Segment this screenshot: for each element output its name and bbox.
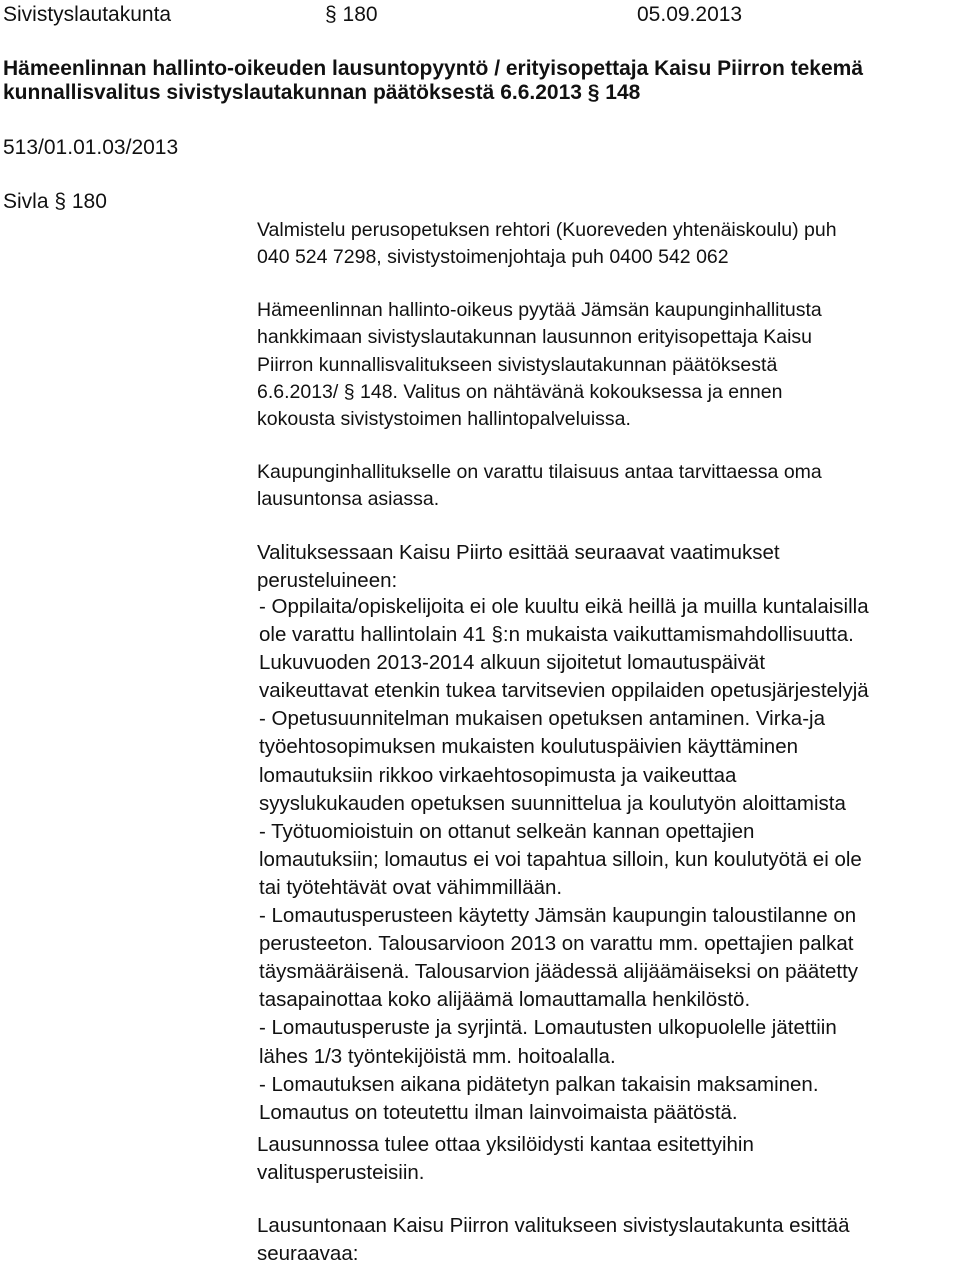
city-board-line: Kaupunginhallitukselle on varattu tilaisuus antaa tarvittaessa oma bbox=[257, 461, 822, 483]
document-title-line-1: Hämeenlinnan hallinto-oikeuden lausuntopyyntö / erityisopettaja Kaisu Piirron tekemä bbox=[3, 57, 864, 80]
appeal-point-line: perusteeton. Talousarvioon 2013 on varattu mm. opettajien palkat bbox=[259, 932, 854, 956]
request-paragraph bbox=[257, 297, 957, 433]
statement-note-line: Lausunnossa tulee ottaa yksilöidysti kantaa esitettyihin bbox=[257, 1133, 754, 1156]
appeal-point-line: - Opetusuunnitelman mukaisen opetuksen antaminen. Virka-ja bbox=[259, 707, 825, 731]
proposal-line: Lausuntonaan Kaisu Piirron valitukseen sivistyslautakunta esittää bbox=[257, 1214, 850, 1237]
appeal-intro bbox=[257, 539, 957, 595]
preparation-line: 040 524 7298, sivistystoimenjohtaja puh 0400 542 062 bbox=[257, 246, 729, 269]
appeal-point-line: - Lomautusperuste ja syrjintä. Lomautusten ulkopuolelle jätettiin bbox=[259, 1016, 837, 1040]
appeal-point-line: - Lomautuksen aikana pidätetyn palkan takaisin maksaminen. bbox=[259, 1072, 819, 1096]
appeal-point-line: - Lomautusperusteen käytetty Jämsän kaupungin taloustilanne on bbox=[259, 904, 857, 928]
section-reference: Sivla § 180 bbox=[3, 190, 107, 213]
request-line: Piirron kunnallisvalitukseen sivistyslautakunnan päätöksestä bbox=[257, 353, 778, 376]
appeal-point-line: vaikeuttavat etenkin tukea tarvitsevien oppilaiden opetusjärjestelyjä bbox=[259, 679, 869, 703]
appeal-points bbox=[259, 593, 959, 1127]
proposal-line: seuraavaa: bbox=[257, 1242, 359, 1266]
appeal-point-line: - Työtuomioistuin on ottanut selkeän kannan opettajien bbox=[259, 819, 755, 843]
statement-note bbox=[257, 1131, 957, 1187]
section-number: § 180 bbox=[325, 3, 378, 26]
preparation-paragraph bbox=[257, 217, 957, 272]
appeal-intro-line: perusteluineen: bbox=[257, 569, 398, 593]
appeal-point-line: täysmääräisenä. Talousarvion jäädessä alijäämäiseksi on päätetty bbox=[259, 960, 859, 984]
preparation-line: Valmistelu perusopetuksen rehtori (Kuoreveden yhtenäiskoulu) puh bbox=[257, 219, 837, 241]
appeal-point-line: Lomautus on toteutettu ilman lainvoimaista päätöstä. bbox=[259, 1100, 738, 1124]
committee-name: Sivistyslautakunta bbox=[3, 3, 172, 26]
appeal-point-line: ole varattu hallintolain 41 §:n mukaista vaikuttamismahdollisuutta. bbox=[259, 623, 854, 647]
appeal-point-line: tai työtehtävät ovat vähimmillään. bbox=[259, 875, 563, 899]
appeal-point-line: työehtosopimuksen mukaisten koulutuspäivien käyttäminen bbox=[259, 735, 798, 759]
document-title-line-2: kunnallisvalitus sivistyslautakunnan päätöksestä 6.6.2013 § 148 bbox=[3, 81, 641, 104]
appeal-point-line: tasapainottaa koko alijäämä lomauttamalla henkilöstö. bbox=[259, 988, 751, 1012]
appeal-point-line: lähes 1/3 työntekijöistä mm. hoitoalalla. bbox=[259, 1044, 616, 1068]
city-board-line: lausuntonsa asiassa. bbox=[257, 488, 440, 511]
city-board-paragraph bbox=[257, 459, 957, 514]
statement-note-line: valitusperusteisiin. bbox=[257, 1161, 425, 1185]
request-line: hankkimaan sivistyslautakunnan lausunnon erityisopettaja Kaisu bbox=[257, 326, 812, 349]
appeal-point-line: - Oppilaita/opiskelijoita ei ole kuultu eikä heillä ja muilla kuntalaisilla bbox=[259, 595, 869, 618]
request-line: 6.6.2013/ § 148. Valitus on nähtävänä kokouksessa ja ennen bbox=[257, 380, 783, 403]
meeting-date: 05.09.2013 bbox=[637, 3, 743, 26]
appeal-point-line: Lukuvuoden 2013-2014 alkuun sijoitetut lomautuspäivät bbox=[259, 651, 766, 675]
request-line: kokousta sivistystoimen hallintopalveluissa. bbox=[257, 408, 631, 431]
proposal-paragraph bbox=[257, 1212, 957, 1268]
appeal-point-line: lomautuksiin; lomautus ei voi tapahtua silloin, kun koulutyötä ei ole bbox=[259, 847, 862, 871]
appeal-point-line: syyslukukauden opetuksen suunnittelua ja koulutyön aloittamista bbox=[259, 791, 846, 815]
appeal-point-line: lomautuksiin rikkoo virkaehtosopimusta ja vaikeuttaa bbox=[259, 763, 737, 787]
appeal-intro-line: Valituksessaan Kaisu Piirto esittää seuraavat vaatimukset bbox=[257, 541, 780, 564]
request-line: Hämeenlinnan hallinto-oikeus pyytää Jämsän kaupunginhallitusta bbox=[257, 299, 822, 321]
record-number: 513/01.01.03/2013 bbox=[3, 136, 179, 159]
